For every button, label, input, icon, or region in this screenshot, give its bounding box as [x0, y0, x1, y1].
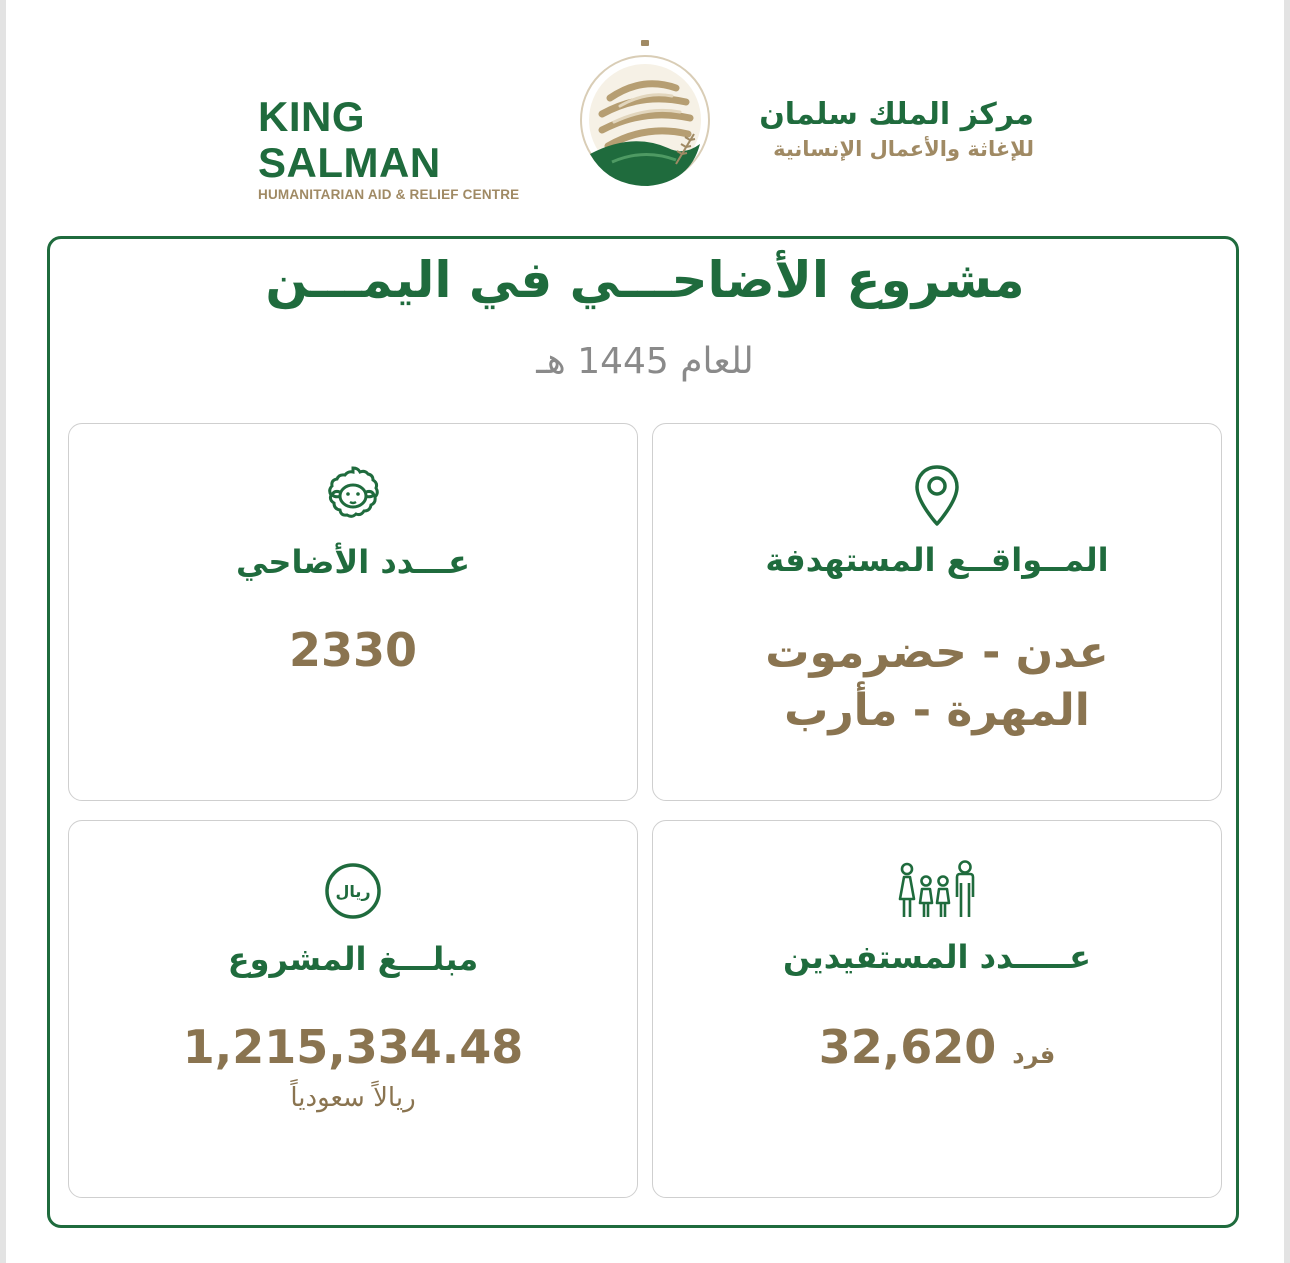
logo-ar-subtitle: للإغاثة والأعمال الإنسانية	[773, 137, 1034, 161]
logo-en-subtitle: HUMANITARIAN AID & RELIEF CENTRE	[258, 187, 520, 202]
page-subtitle: للعام 1445 هـ	[536, 341, 754, 382]
beneficiaries-value: 32,620	[818, 1020, 997, 1074]
header	[0, 30, 1290, 200]
beneficiaries-unit: فرد	[1012, 1041, 1056, 1069]
logo-en-title: KING SALMAN	[258, 93, 441, 186]
card-sacrifices-count	[68, 423, 638, 801]
riyal-icon-text: ريال	[335, 882, 371, 901]
sacrifices-value: 2330	[288, 623, 418, 677]
riyal-icon	[69, 861, 637, 921]
locations-line-1: عدن - حضرموت	[765, 627, 1109, 678]
locations-label: المــواقــع المستهدفة	[765, 541, 1109, 579]
map-pin-icon	[653, 464, 1221, 528]
family-icon	[653, 859, 1221, 921]
card-target-locations	[652, 423, 1222, 801]
logo-english	[258, 94, 548, 204]
locations-line-2: المهرة - مأرب	[784, 685, 1090, 736]
ksrelief-globe-emblem-icon	[572, 36, 718, 192]
amount-label: مبلـــغ المشروع	[227, 940, 479, 978]
card-project-amount	[68, 820, 638, 1198]
sacrifices-label: عـــدد الأضاحي	[236, 543, 470, 581]
beneficiaries-value-row	[653, 1019, 1221, 1083]
amount-value: 1,215,334.48	[182, 1020, 524, 1074]
sheep-icon	[69, 464, 637, 526]
card-beneficiaries-count	[652, 820, 1222, 1198]
beneficiaries-label: عـــــدد المستفيدين	[782, 938, 1092, 976]
logo-arabic	[742, 96, 1034, 164]
amount-currency-note: ريالاً سعودياً	[290, 1083, 416, 1113]
logo-ar-title: مركز الملك سلمان	[759, 97, 1034, 132]
page-title: مشروع الأضاحـــي في اليمـــن	[265, 251, 1025, 309]
